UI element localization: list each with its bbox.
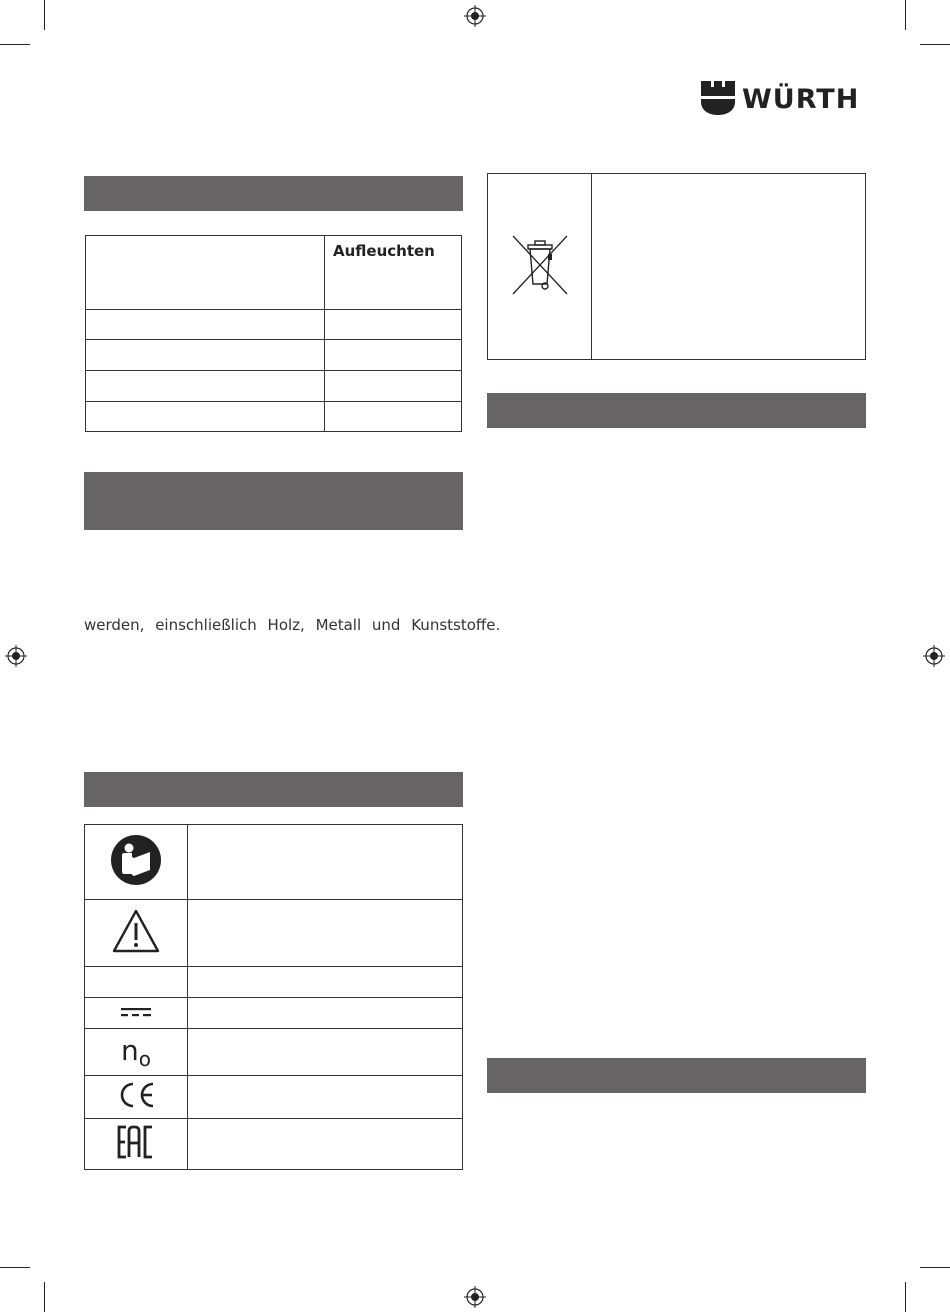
table-row bbox=[86, 402, 462, 432]
registration-mark-bottom-icon bbox=[464, 1286, 486, 1308]
table-row bbox=[85, 825, 463, 900]
registration-mark-left-icon bbox=[5, 645, 27, 667]
section-bar-right-2 bbox=[487, 1058, 866, 1093]
table-row bbox=[86, 340, 462, 371]
intro-text-line: werden, einschließlich Holz, Metall und Kunststoffe. bbox=[84, 616, 501, 634]
manual-read-icon bbox=[110, 834, 162, 886]
wurth-logo-icon bbox=[700, 80, 736, 116]
no-load-speed-icon bbox=[121, 1033, 151, 1071]
table-row bbox=[85, 900, 463, 967]
table-row bbox=[488, 174, 866, 360]
disposal-table bbox=[487, 173, 866, 360]
crop-mark-tl-v bbox=[44, 0, 45, 30]
table-row bbox=[85, 967, 463, 998]
section-bar-symbols bbox=[84, 772, 463, 807]
crop-mark-bl-h bbox=[0, 1267, 30, 1268]
no-load-speed-glyph: n bbox=[121, 1033, 139, 1067]
section-bar-intended-use bbox=[84, 472, 463, 530]
registration-mark-right-icon bbox=[923, 645, 945, 667]
table-row bbox=[86, 371, 462, 402]
indicator-header-right bbox=[325, 236, 462, 310]
table-row bbox=[85, 1029, 463, 1076]
crop-mark-tr-h bbox=[920, 44, 950, 45]
crop-mark-tl-h bbox=[0, 44, 30, 45]
indicator-header-left bbox=[86, 236, 325, 310]
table-row bbox=[85, 998, 463, 1029]
crop-mark-br-h bbox=[920, 1267, 950, 1268]
symbols-table bbox=[84, 824, 463, 1170]
indicator-table bbox=[85, 235, 462, 432]
section-bar-indicators bbox=[84, 176, 463, 211]
ce-mark-icon bbox=[115, 1081, 157, 1109]
eac-mark-icon bbox=[117, 1125, 155, 1159]
indicator-header-label: Aufleuchten bbox=[333, 242, 435, 260]
warning-triangle-icon bbox=[111, 908, 161, 954]
direct-current-icon bbox=[120, 1005, 152, 1019]
crop-mark-tr-v bbox=[905, 0, 906, 30]
section-bar-right-1 bbox=[487, 393, 866, 428]
table-row bbox=[86, 310, 462, 340]
table-row bbox=[85, 1119, 463, 1170]
registration-mark-top-icon bbox=[464, 5, 486, 27]
crop-mark-bl-v bbox=[44, 1282, 45, 1312]
table-row bbox=[85, 1076, 463, 1119]
crop-mark-br-v bbox=[905, 1282, 906, 1312]
no-load-speed-sub: o bbox=[138, 1046, 151, 1071]
brand-name: WÜRTH bbox=[742, 84, 860, 115]
crossed-bin-icon bbox=[511, 234, 569, 296]
